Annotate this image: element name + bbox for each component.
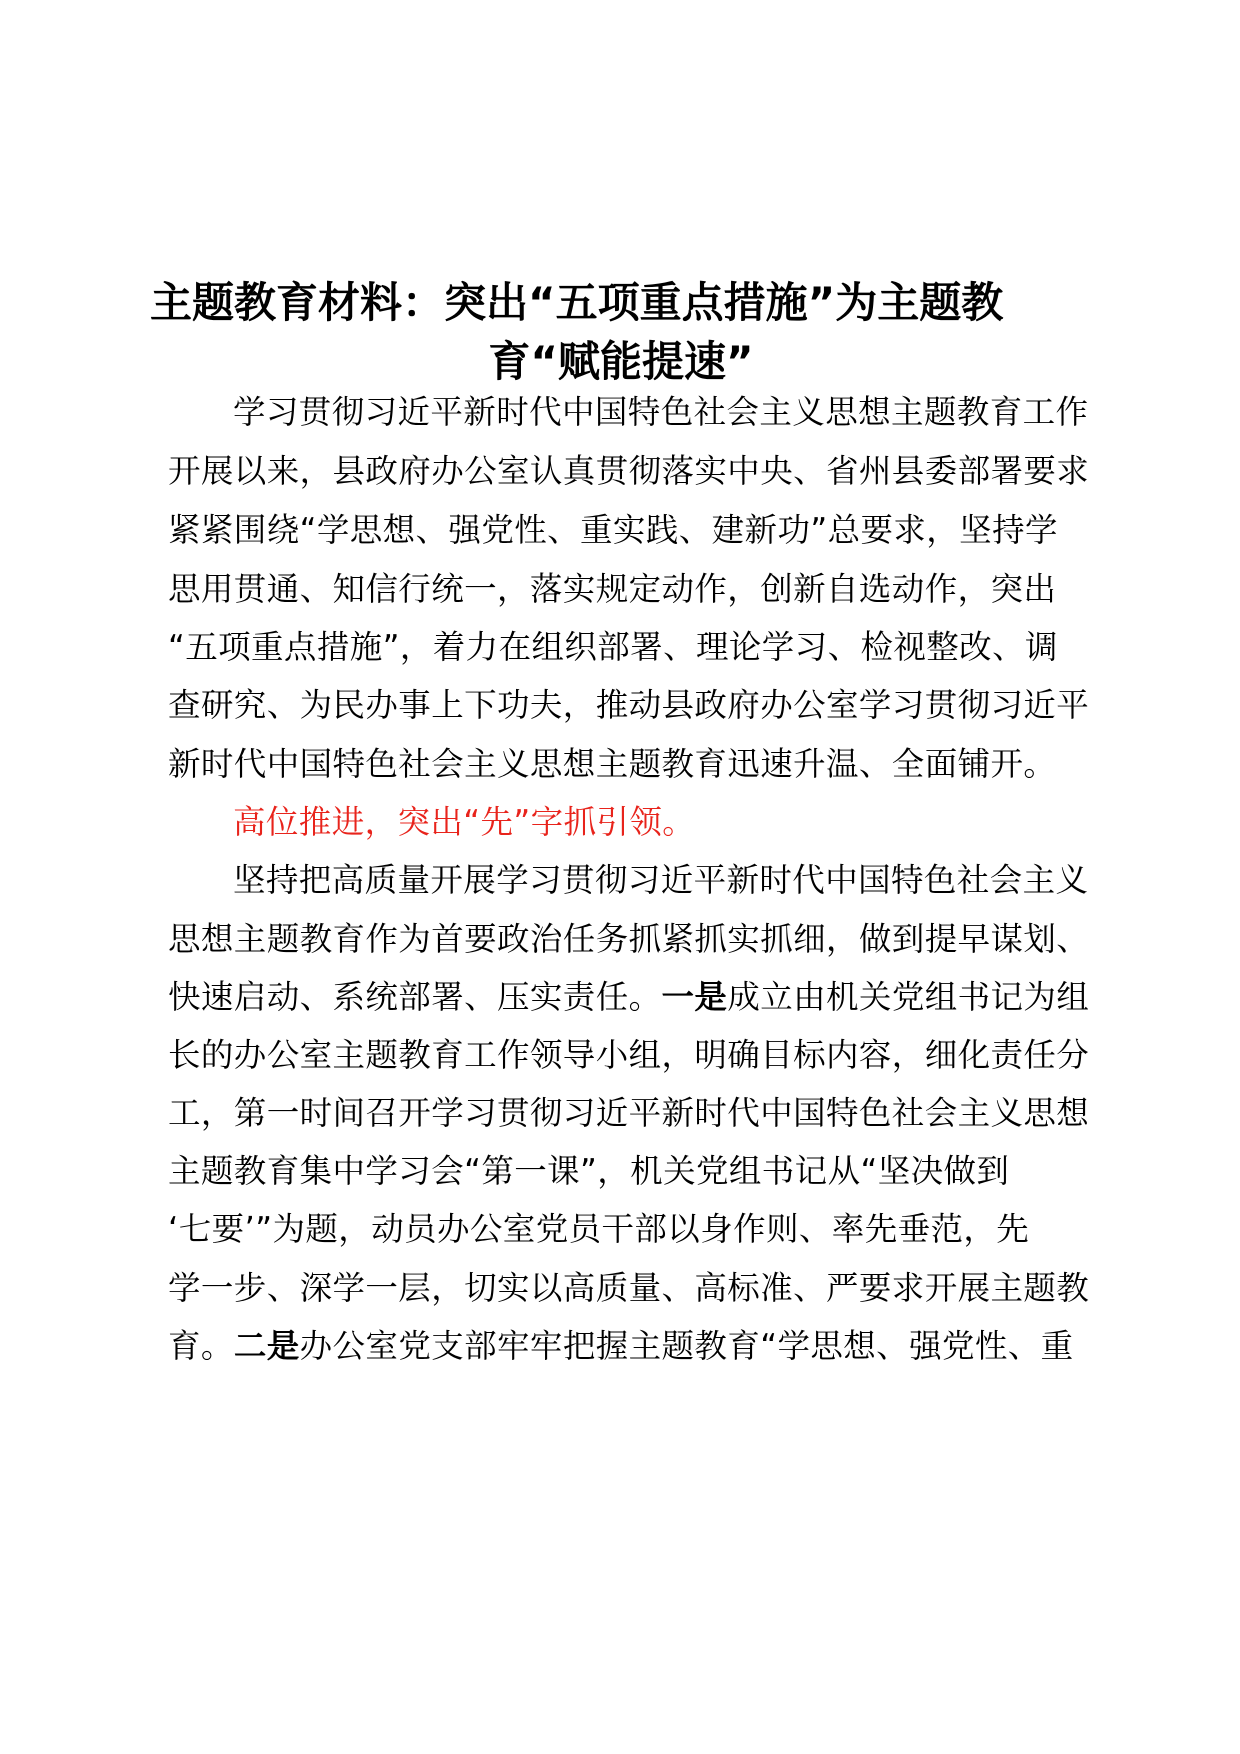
text-line: 主题教育集中学习会“第一课”，机关党组书记从“坚决做到: [168, 1152, 1010, 1190]
text-line: [168, 965, 1108, 1030]
text-line: “五项重点措施”，着力在组织部署、理论学习、检视整改、调: [168, 628, 1058, 666]
text-line: 思想主题教育作为首要政治任务抓紧抓实抓细，做到提早谋划、: [168, 920, 1090, 958]
text-run: 成立由机关党组书记为组: [727, 978, 1090, 1016]
text-line: 新时代中国特色社会主义思想主题教育迅速升温、全面铺开。: [168, 745, 1057, 783]
text-line: 紧紧围绕“学思想、强党性、重实践、建新功”总要求，坚持学: [168, 511, 1058, 549]
text-run: 办公室党支部牢牢把握主题教育“学思想、强党性、重: [299, 1327, 1074, 1365]
text-line: 长的办公室主题教育工作领导小组，明确目标内容，细化责任分: [168, 1036, 1090, 1074]
text-run: 快速启动、系统部署、压实责任。: [168, 978, 662, 1016]
text-line: 工，第一时间召开学习贯彻习近平新时代中国特色社会主义思想: [168, 1094, 1090, 1132]
text-run: 育。: [168, 1327, 234, 1365]
text-line: 思用贯通、知信行统一，落实规定动作，创新自选动作，突出: [168, 570, 1057, 608]
text-line: 学习贯彻习近平新时代中国特色社会主义思想主题教育工作: [233, 393, 1089, 431]
section-heading: 高位推进，突出“先”字抓引领。: [233, 803, 696, 841]
bold-marker: 一是: [661, 978, 728, 1016]
text-line: [168, 1314, 1108, 1379]
text-line: 坚持把高质量开展学习贯彻习近平新时代中国特色社会主义: [233, 861, 1089, 899]
document-title-line-1: 主题教育材料：突出“五项重点措施”为主题教: [150, 278, 1004, 327]
bold-marker: 二是: [233, 1327, 300, 1365]
text-line: 学一步、深学一层，切实以高质量、高标准、严要求开展主题教: [168, 1269, 1090, 1307]
text-line: 查研究、为民办事上下功夫，推动县政府办公室学习贯彻习近平: [168, 686, 1090, 724]
text-line: 开展以来，县政府办公室认真贯彻落实中央、省州县委部署要求: [168, 452, 1090, 490]
document-title-line-2: 育“赋能提速”: [488, 337, 754, 386]
text-line: ‘七要’”为题，动员办公室党员干部以身作则、率先垂范，先: [168, 1210, 1030, 1248]
